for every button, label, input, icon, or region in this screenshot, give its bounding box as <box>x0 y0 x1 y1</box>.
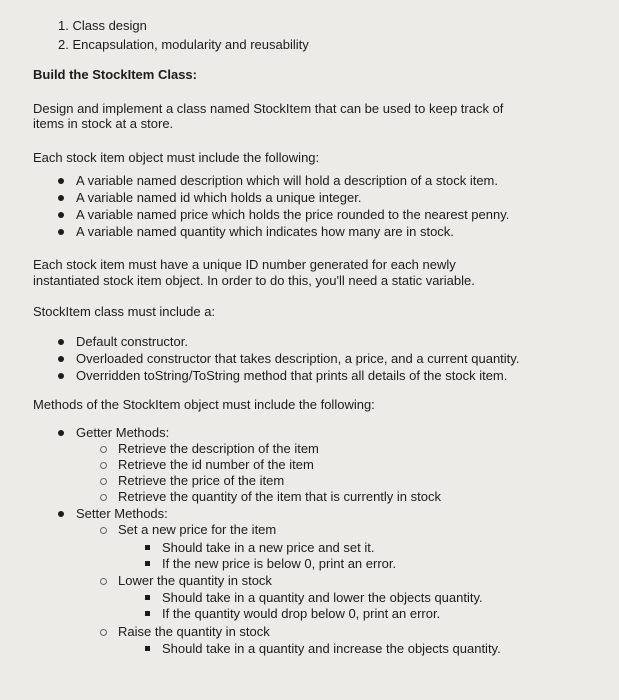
circle-bullet-icon <box>100 462 107 469</box>
getter-price: Retrieve the price of the item <box>118 473 285 488</box>
bullet-icon <box>58 229 64 235</box>
intro-item-1: 1. Class design <box>58 18 147 33</box>
square-bullet-icon <box>145 545 150 550</box>
circle-bullet-icon <box>100 527 107 534</box>
set-price-sub-1: Should take in a new price and set it. <box>162 540 375 555</box>
setter-raise: Raise the quantity in stock <box>118 624 270 639</box>
bullet-icon <box>58 178 64 184</box>
var-description: A variable named description which will hold a description of a stock item. <box>76 173 498 188</box>
getter-id: Retrieve the id number of the item <box>118 457 314 472</box>
ctor-tostring: Overridden toString/ToString method that prints all details of the stock item. <box>76 368 508 383</box>
var-quantity: A variable named quantity which indicates how many are in stock. <box>76 224 454 239</box>
circle-bullet-icon <box>100 629 107 636</box>
class-include-text: StockItem class must include a: <box>33 304 216 319</box>
para2-line2: instantiated stock item object. In order to do this, you'll need a static variable. <box>33 273 475 288</box>
bullet-icon <box>58 212 64 218</box>
setter-title: Setter Methods: <box>76 506 168 521</box>
bullet-icon <box>58 195 64 201</box>
ctor-overloaded: Overloaded constructor that takes description, a price, and a current quantity. <box>76 351 520 366</box>
bullet-icon <box>58 339 64 345</box>
var-price: A variable named price which holds the price rounded to the nearest penny. <box>76 207 510 222</box>
setter-set-price: Set a new price for the item <box>118 522 277 537</box>
setter-lower: Lower the quantity in stock <box>118 573 272 588</box>
circle-bullet-icon <box>100 478 107 485</box>
section-heading: Build the StockItem Class: <box>33 67 197 82</box>
var-id: A variable named id which holds a unique integer. <box>76 190 362 205</box>
circle-bullet-icon <box>100 578 107 585</box>
getter-title: Getter Methods: <box>76 425 170 440</box>
ctor-default: Default constructor. <box>76 334 188 349</box>
getter-quantity: Retrieve the quantity of the item that is currently in stock <box>118 489 441 504</box>
getter-description: Retrieve the description of the item <box>118 441 319 456</box>
lower-sub-1: Should take in a quantity and lower the objects quantity. <box>162 590 483 605</box>
square-bullet-icon <box>145 595 150 600</box>
each-item-text: Each stock item object must include the following: <box>33 150 320 165</box>
square-bullet-icon <box>145 561 150 566</box>
bullet-icon <box>58 373 64 379</box>
lower-sub-2: If the quantity would drop below 0, print an error. <box>162 606 441 621</box>
bullet-icon <box>58 430 64 436</box>
square-bullet-icon <box>145 611 150 616</box>
methods-title: Methods of the StockItem object must include the following: <box>33 397 375 412</box>
para2-line1: Each stock item must have a unique ID number generated for each newly <box>33 257 456 272</box>
intro-item-2: 2. Encapsulation, modularity and reusability <box>58 37 309 52</box>
bullet-icon <box>58 356 64 362</box>
para1-line2: items in stock at a store. <box>33 116 174 131</box>
circle-bullet-icon <box>100 446 107 453</box>
bullet-icon <box>58 511 64 517</box>
circle-bullet-icon <box>100 494 107 501</box>
set-price-sub-2: If the new price is below 0, print an error. <box>162 556 397 571</box>
square-bullet-icon <box>145 646 150 651</box>
raise-sub-1: Should take in a quantity and increase the objects quantity. <box>162 641 501 656</box>
para1-line1: Design and implement a class named StockItem that can be used to keep track of <box>33 101 504 116</box>
